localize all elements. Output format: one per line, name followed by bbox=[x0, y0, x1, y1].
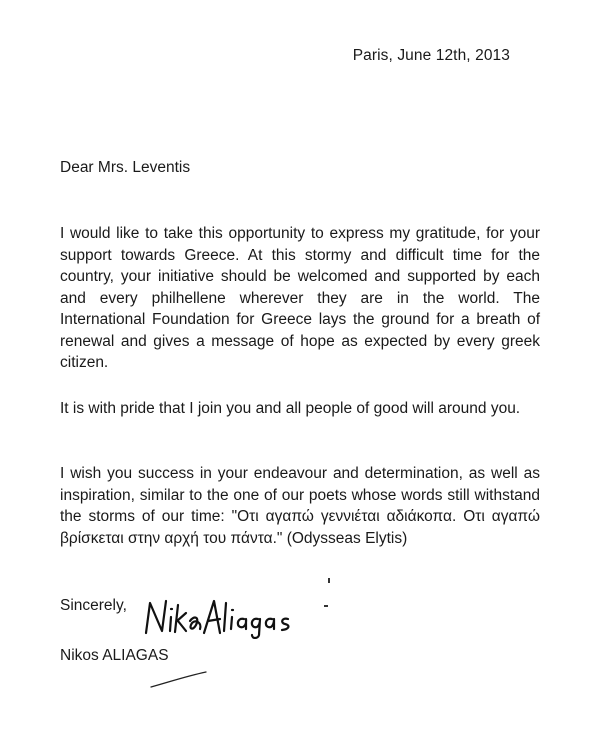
handwritten-signature bbox=[140, 595, 300, 639]
letter-paragraph-gratitude: I would like to take this opportunity to express my gratitude, for your support towards Greece. At this stormy and difficult time for the country, your initiative should be welcomed and supported by each and every philhellene wherever they are in the world. The International Foundation for Greece lays the ground for a breath of renewal and gives a message of hope as expected by every greek citizen. bbox=[60, 225, 540, 371]
letter-closing: Sincerely, bbox=[60, 597, 127, 614]
ink-speck bbox=[324, 605, 328, 607]
signer-name: Nikos ALIAGAS bbox=[60, 647, 169, 664]
letter-paragraph-pride: It is with pride that I join you and all people of good will around you. bbox=[60, 400, 521, 417]
letter-date: Paris, June 12th, 2013 bbox=[352, 47, 510, 64]
letter-salutation: Dear Mrs. Leventis bbox=[60, 159, 191, 176]
letter-paragraph-wishes: I wish you success in your endeavour and determination, as well as inspiration, similar to the one of our poets whose words still withstand the storms of our time: "Oτι αγαπώ γεννιέται αδιάκοπα. Οτι αγαπώ βρίσκεται στην αρχή του πάντα." (Odysseas Elytis) bbox=[60, 465, 540, 547]
ink-speck bbox=[328, 578, 330, 583]
pen-stroke-mark bbox=[149, 670, 209, 690]
